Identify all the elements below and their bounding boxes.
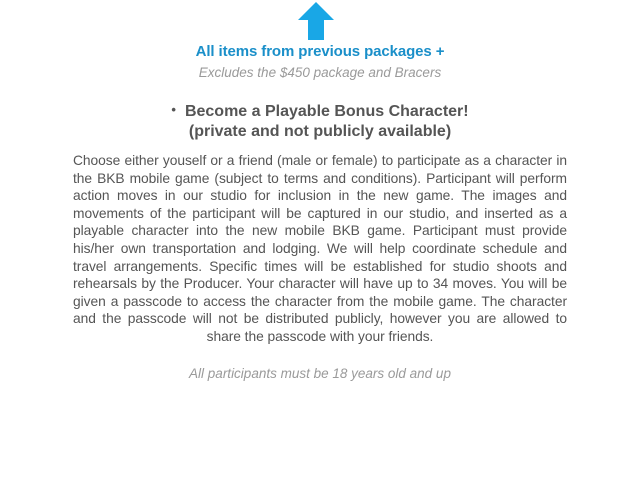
bonus-title-line-2: (private and not publicly available) bbox=[188, 123, 452, 140]
description-paragraph: Choose either youself or a friend (male or female) to participate as a character in the BKB mobile game (subject to terms and conditions). Participant will perform action moves in our studio for inclusion in the new game. The images and movements of the participant will be captured in our studio, and inserted as a playable character into the new mobile BKB game. Participant must provide his/her own transportation and lodging. We will help coordinate schedule and travel arrangements. Specific times will be established for studio shoots and rehearsals by the Producer. Your character will have up to 34 moves. You will be given a passcode to access the character from the mobile game. The character and the passcode will not be distributed publicly, however you are allowed to share the passcode with your friends. bbox=[73, 153, 567, 344]
arrow-up-icon bbox=[298, 2, 334, 40]
exclusion-note: Excludes the $450 package and Bracers bbox=[198, 65, 442, 80]
bonus-title bbox=[0, 102, 640, 142]
bonus-title-line-1 bbox=[0, 102, 640, 122]
bonus-title-text: Become a Playable Bonus Character! bbox=[184, 103, 469, 120]
age-requirement-note: All participants must be 18 years old and up bbox=[189, 366, 451, 381]
package-headline: All items from previous packages + bbox=[195, 43, 445, 60]
bullet: • bbox=[171, 102, 176, 117]
